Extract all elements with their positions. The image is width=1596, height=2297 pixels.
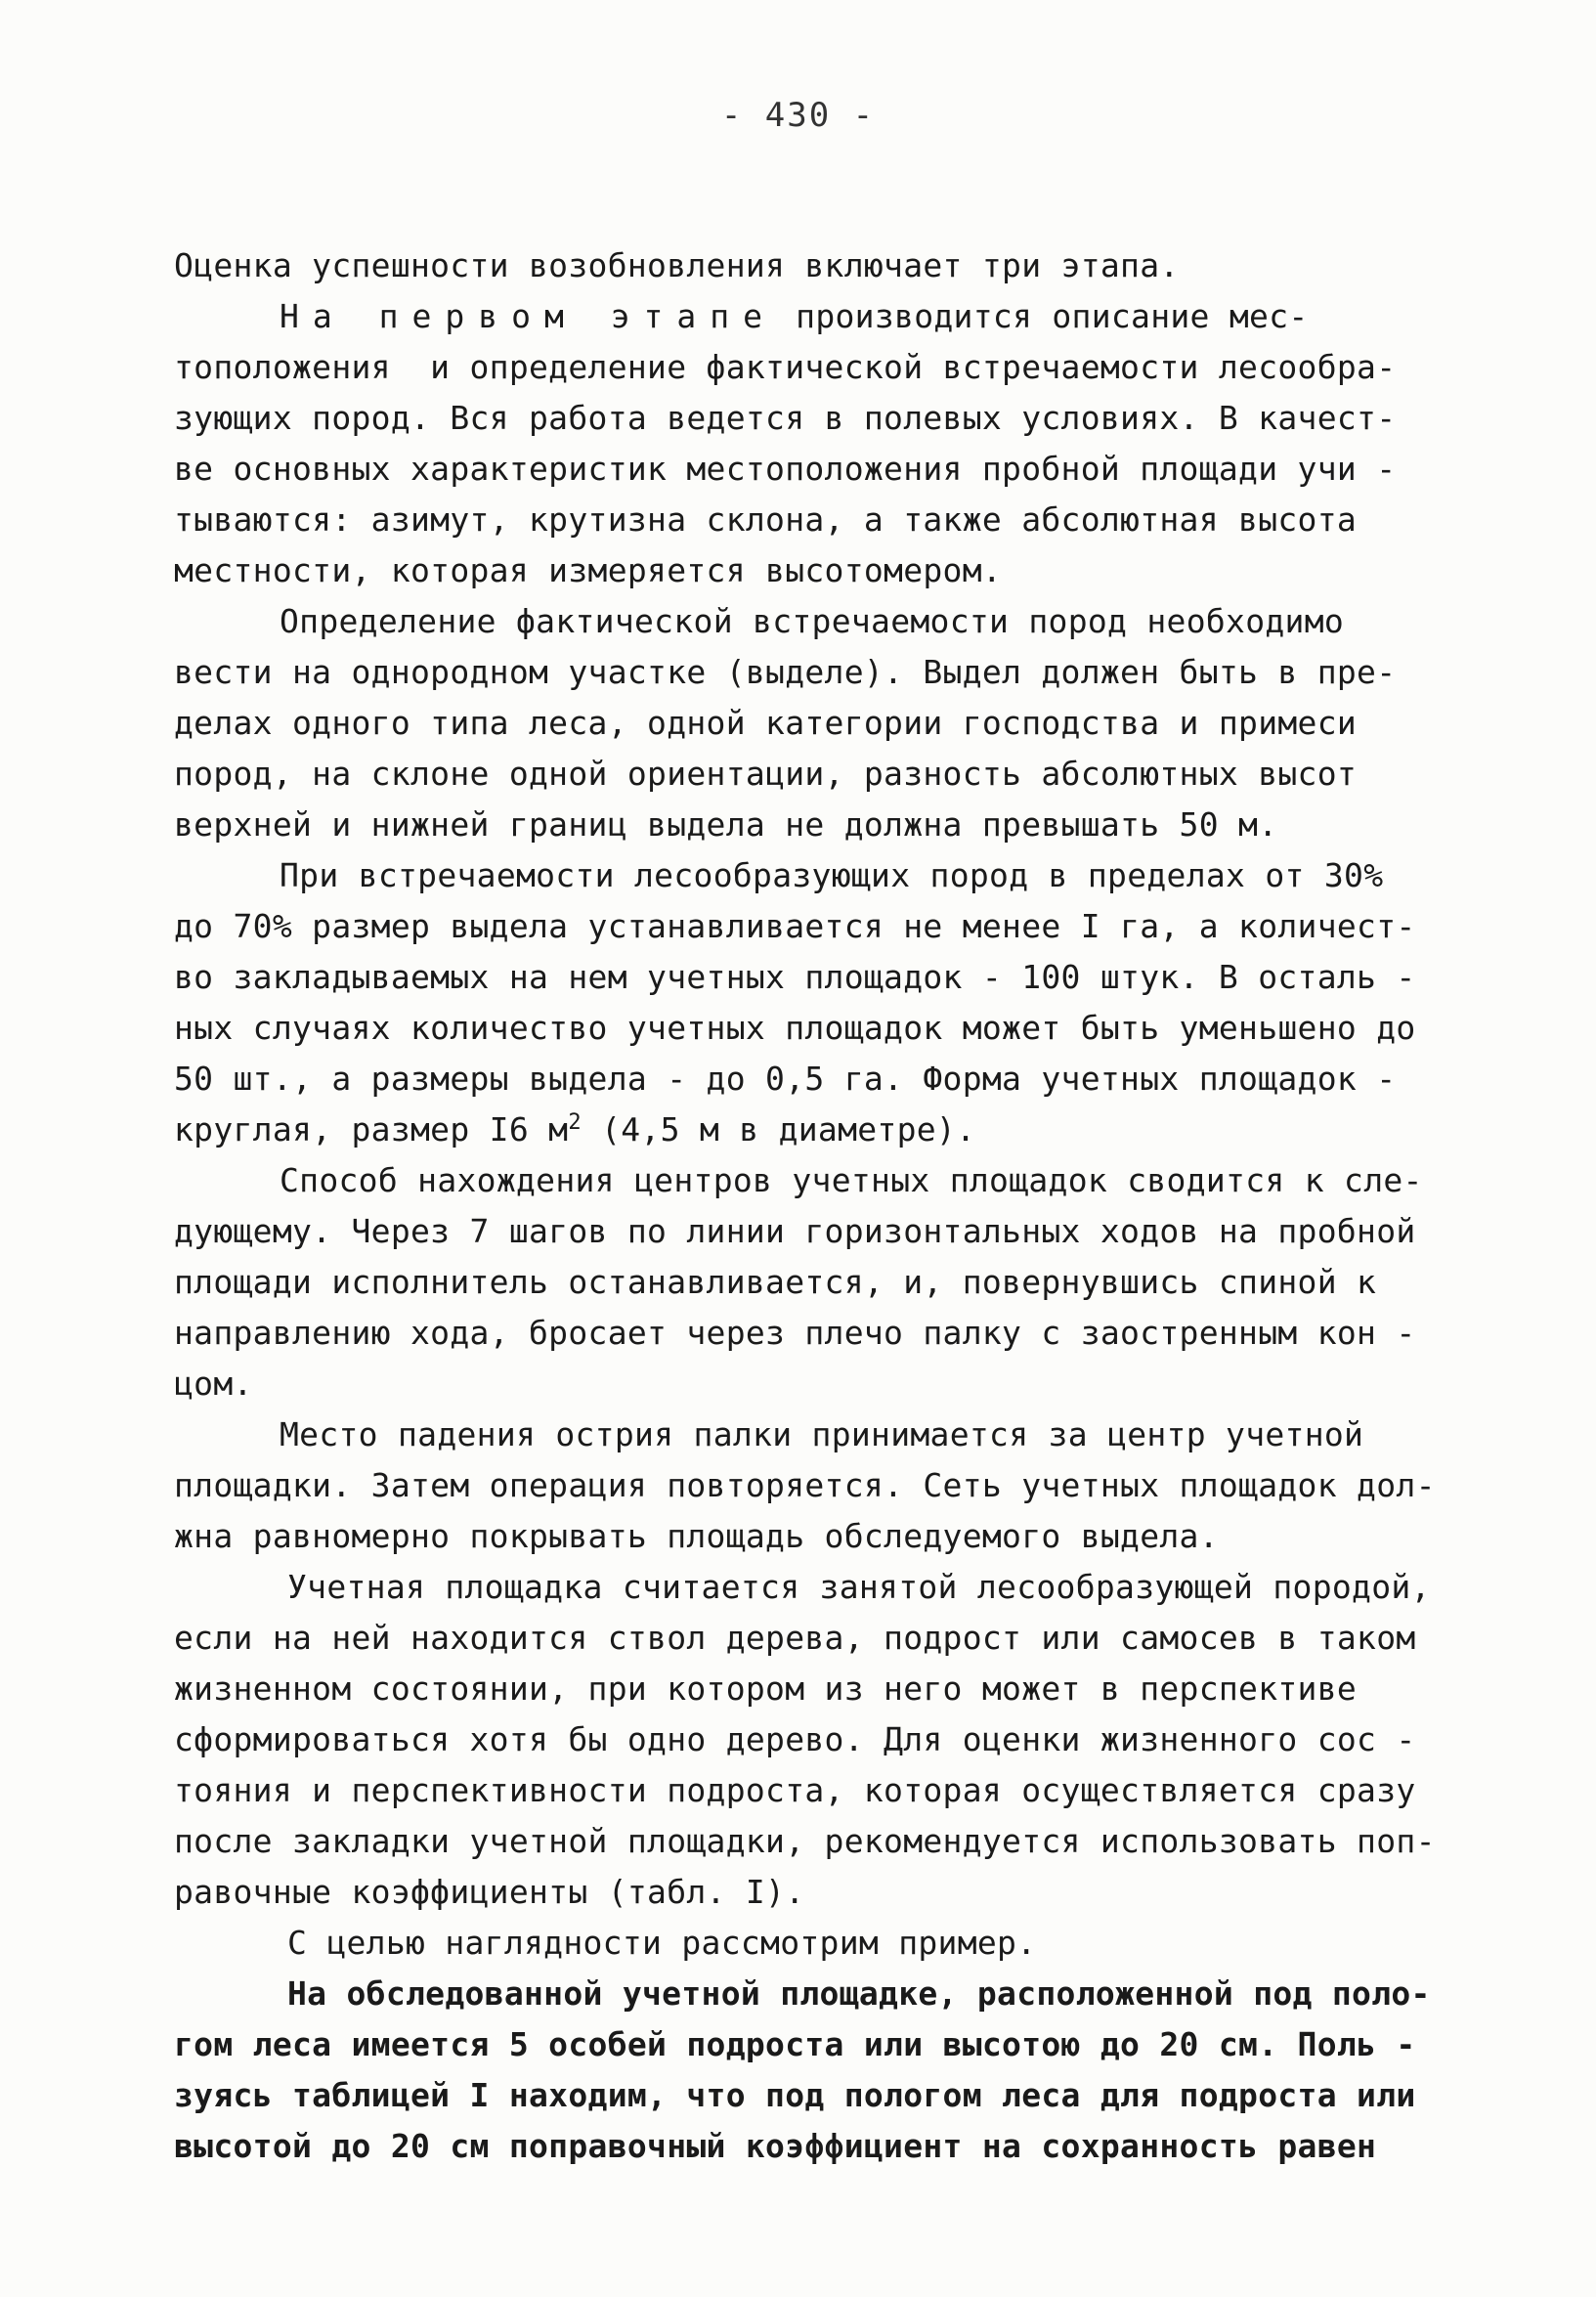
text-line: жна равномерно покрывать площадь обследуемого выдела. <box>174 1517 1219 1555</box>
text-line: верхней и нижней границ выдела не должна превышать 50 м. <box>174 805 1278 844</box>
text-line <box>174 1105 1503 1155</box>
text-line: Определение фактической встречаемости пород необходимо <box>280 602 1345 640</box>
text-line: Место падения острия палки принимается за центр учетной <box>280 1415 1364 1453</box>
spaced-heading: На первом этапе <box>280 297 777 335</box>
text-line: до 70% размер выдела устанавливается не менее I га, а количест- <box>174 907 1416 945</box>
text-line: цом. <box>174 1365 253 1403</box>
text-line: равочные коэффициенты (табл. I). <box>174 1873 805 1911</box>
text-line: площадки. Затем операция повторяется. Сеть учетных площадок дол- <box>174 1466 1436 1504</box>
text-line: во закладываемых на нем учетных площадок - 100 штук. В осталь - <box>174 958 1416 996</box>
text-line: 50 шт., а размеры выдела - до 0,5 га. Форма учетных площадок - <box>174 1060 1397 1098</box>
text-line: тоположения и определение фактической встречаемости лесообра- <box>174 348 1397 386</box>
text-line: Способ нахождения центров учетных площадок сводится к сле- <box>280 1161 1423 1199</box>
text-line: На обследованной учетной площадке, расположенной под поло- <box>287 1974 1431 2013</box>
text-line: если на ней находится ствол дерева, подрост или самосев в таком <box>174 1619 1416 1657</box>
text-line: делах одного типа леса, одной категории господства и примеси <box>174 704 1358 742</box>
text-fragment: (4,5 м в диаметре). <box>581 1110 976 1148</box>
text-line: сформироваться хотя бы одно дерево. Для оценки жизненного сос - <box>174 1720 1416 1758</box>
text-line: местности, которая измеряется высотомером. <box>174 551 1003 589</box>
page-number: - 430 - <box>720 96 876 135</box>
text-line: после закладки учетной площадки, рекомендуется использовать поп- <box>174 1822 1436 1860</box>
text-line: Оценка успешности возобновления включает три этапа. <box>174 246 1180 284</box>
text-line: площади исполнитель останавливается, и, повернувшись спиной к <box>174 1263 1377 1301</box>
text-line: ных случаях количество учетных площадок может быть уменьшено до <box>174 1009 1416 1047</box>
text-line: зующих пород. Вся работа ведется в полевых условиях. В качест- <box>174 399 1397 437</box>
text-line: Учетная площадка считается занятой лесообразующей породой, <box>287 1568 1431 1606</box>
text-fragment: круглая, размер I6 м <box>174 1110 569 1148</box>
text-line: пород, на склоне одной ориентации, разность абсолютных высот <box>174 755 1358 793</box>
text-fragment: производится описание мес- <box>776 297 1309 335</box>
text-line: вести на однородном участке (выделе). Выдел должен быть в пре- <box>174 653 1397 691</box>
text-line: направлению хода, бросает через плечо палку с заостренным кон - <box>174 1314 1416 1352</box>
text-line: С целью наглядности рассмотрим пример. <box>287 1924 1037 1962</box>
text-line: зуясь таблицей I находим, что под пологом леса для подроста или <box>174 2076 1416 2114</box>
text-line: тываются: азимут, крутизна склона, а также абсолютная высота <box>174 500 1358 539</box>
text-line: дующему. Через 7 шагов по линии горизонтальных ходов на пробной <box>174 1212 1416 1250</box>
superscript: 2 <box>568 1110 582 1135</box>
text-line <box>174 291 1503 342</box>
text-line: тояния и перспективности подроста, которая осуществляется сразу <box>174 1771 1416 1809</box>
text-line: жизненном состоянии, при котором из него может в перспективе <box>174 1669 1358 1708</box>
text-line: гом леса имеется 5 особей подроста или высотою до 20 см. Поль - <box>174 2025 1416 2063</box>
text-line: При встречаемости лесообразующих пород в пределах от 30% <box>280 856 1384 894</box>
text-line: высотой до 20 см поправочный коэффициент на сохранность равен <box>174 2127 1377 2165</box>
body-text <box>174 240 1503 2172</box>
text-line: ве основных характеристик местоположения пробной площади учи - <box>174 450 1397 488</box>
